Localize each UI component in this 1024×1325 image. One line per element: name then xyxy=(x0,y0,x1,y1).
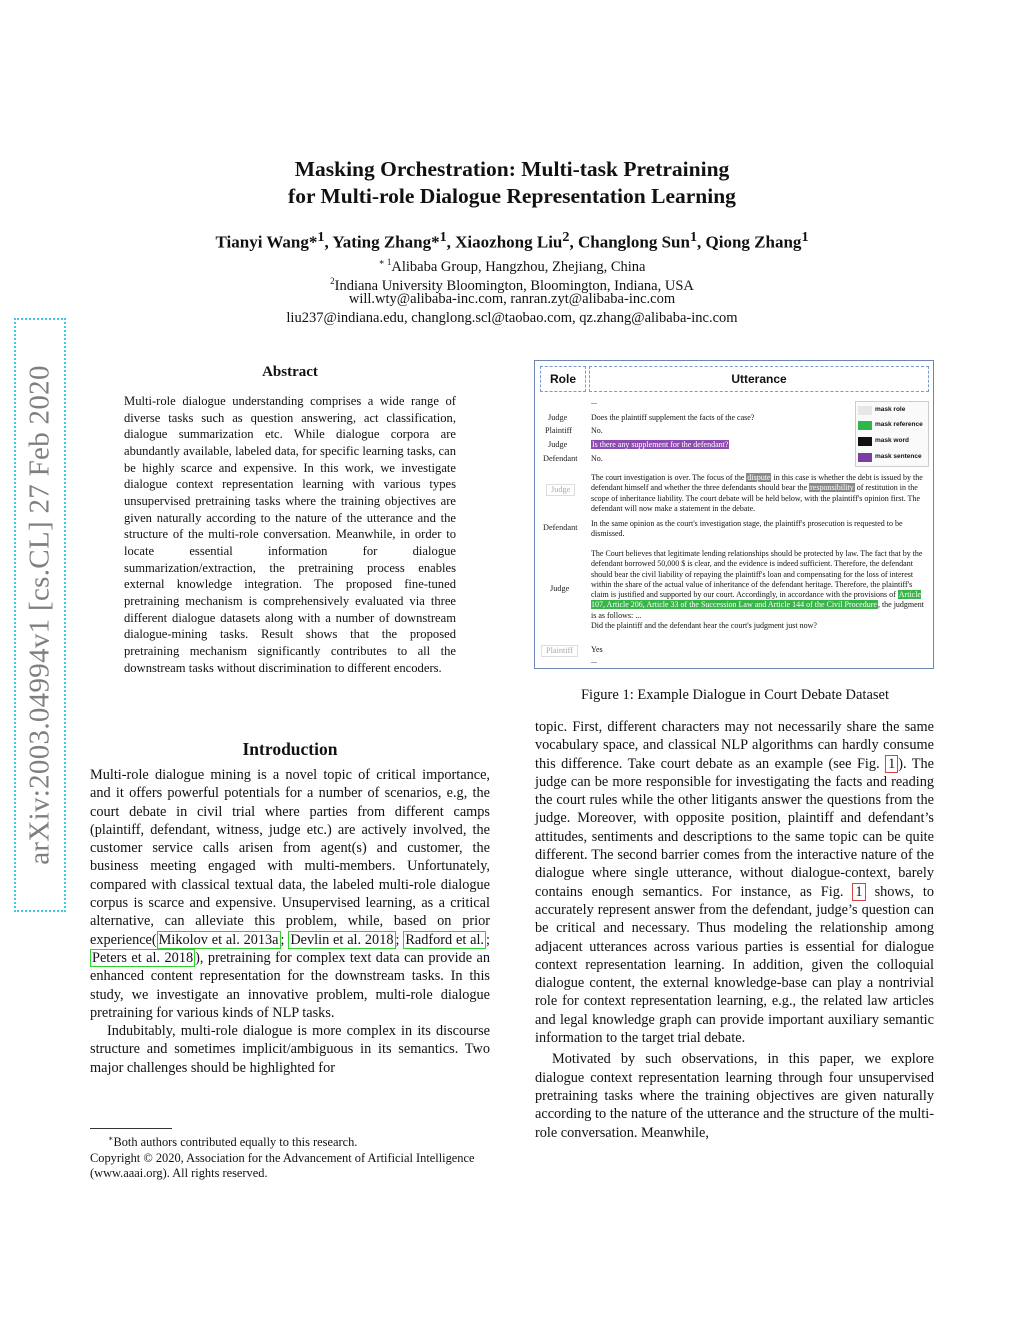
utterance-8: Yes xyxy=(591,645,603,654)
utterance-7-text-b: , the judgment is as follows: ... xyxy=(591,600,924,620)
copyright-notice: Copyright © 2020, Association for the Advancement of Artificial Intelligence (www.aaai.org). All rights reserved. xyxy=(90,1150,475,1181)
figure-1-dialogue xyxy=(534,360,934,669)
utterance-1: Does the plaintiff supplement the facts of the case? xyxy=(591,413,755,422)
utterance-5-text-c: of restitution in the scope of inheritance liability. The court debate will be held below, with the plaintiff's opinion first. The defendant will now make a statement in the debate. xyxy=(591,483,920,513)
role-masked-judge: Judge xyxy=(546,484,575,496)
legend-mask-sentence xyxy=(858,452,922,462)
abstract-heading: Abstract xyxy=(262,364,318,380)
author-5-affil: 1 xyxy=(801,229,809,245)
figure-1-reference[interactable]: 1 xyxy=(852,883,865,901)
role-judge-1: Judge xyxy=(548,413,568,422)
author-list xyxy=(0,229,1024,253)
author-4: , Changlong Sun xyxy=(569,232,690,252)
citation-separator: ; xyxy=(395,931,404,948)
role-judge-3: Judge xyxy=(550,584,570,593)
figure-1-caption: Figure 1: Example Dialogue in Court Debate Dataset xyxy=(580,687,890,703)
affiliation-2-marker: 2 xyxy=(330,276,335,286)
author-emails-1: will.wty@alibaba-inc.com, ranran.zyt@alibaba-inc.com xyxy=(348,291,676,307)
figure-header-role: Role xyxy=(540,366,586,392)
author-2: , Yating Zhang* xyxy=(324,232,440,252)
author-emails-2: liu237@indiana.edu, changlong.scl@taobao.com, qz.zhang@alibaba-inc.com xyxy=(286,310,738,326)
figure-header-utterance: Utterance xyxy=(589,366,929,392)
footnote-rule xyxy=(90,1128,172,1129)
arxiv-stamp-text: arXiv:2003.04994v1 [cs.CL] 27 Feb 2020 xyxy=(23,365,56,865)
footnote-equal-contribution xyxy=(90,1131,490,1151)
citation-peters[interactable]: Peters et al. 2018 xyxy=(92,949,194,966)
footnote-star: ∗ xyxy=(108,1134,114,1143)
right-p1-text-b: ). The judge can be more responsible for investigating the facts and reading the court rules while the other litigants answer the questions from the judge. Moreover, with opposite position, plaintiff and defendant’s attitudes, sentiments and descriptions to the same topic can be quite different. The second barrier comes from the interactive nature of the dialogue where single utterance, without dialogue-context, barely contains enough semantics. For instance, as Fig. xyxy=(535,755,934,900)
masked-word-dispute: dispute xyxy=(747,473,771,482)
role-defendant-2: Defendant xyxy=(543,523,578,532)
author-3-affil: 2 xyxy=(562,229,570,245)
right-paragraph-1 xyxy=(535,718,934,1047)
affiliation-1-text: Alibaba Group, Hangzhou, Zhejiang, China xyxy=(391,258,646,275)
affiliation-2-text: Indiana University Bloomington, Bloomington, Indiana, USA xyxy=(334,277,694,294)
dialogue-ellipsis-top: ... xyxy=(591,397,597,406)
author-1-affil: 1 xyxy=(317,229,325,245)
introduction-body xyxy=(90,766,490,1077)
author-2-affil: 1 xyxy=(439,229,447,245)
legend-label-word: mask word xyxy=(875,436,909,444)
utterance-6: In the same opinion as the court's investigation stage, the plaintiff's prosecution is requested to be dismissed. xyxy=(591,519,903,539)
masked-word-responsibility: responsibility xyxy=(810,483,854,493)
utterance-5 xyxy=(591,473,925,514)
right-column-body xyxy=(535,718,934,1142)
legend-label-sentence: mask sentence xyxy=(875,452,922,460)
legend-label-role: mask role xyxy=(875,405,906,413)
intro-p1-text-a: Multi-role dialogue mining is a novel topic of critical importance, and it offers powerful potentials for a number of scenarios, e.g, the court debate in civil trial where parties from different camps (plaintiff, defendant, witness, judge etc.) are actively involved, the customer service calls arisen from agent(s) and customer, the business meeting engaged with multi-members. Unfortunately, compared with classical textual data, the labeled multi-role dialogue corpus is scarce and expensive. Unsupervised learning, as a critical alternative, can alleviate this problem, while, based on prior experience( xyxy=(90,767,490,948)
intro-paragraph-2: Indubitably, multi-role dialogue is more complex in its discourse structure and sometimes implicit/ambiguous in its semantics. Two major challenges should be highlighted for xyxy=(90,1023,490,1076)
role-plaintiff-1: Plaintiff xyxy=(545,426,573,435)
legend-swatch-word xyxy=(858,437,872,446)
utterance-5-text-a: The court investigation is over. The focus of the xyxy=(591,473,747,482)
author-1: Tianyi Wang* xyxy=(215,232,318,252)
citation-separator: ; xyxy=(486,931,490,948)
title-line-2: for Multi-role Dialogue Representation Learning xyxy=(288,184,736,208)
footnote-text: Both authors contributed equally to this research. xyxy=(113,1135,358,1150)
utterance-4: No. xyxy=(591,454,603,463)
figure-1-reference[interactable]: 1 xyxy=(885,755,898,773)
utterance-3 xyxy=(591,440,851,450)
right-p1-text-c: shows, to accurately represent answer from the defendant, judge’s question can be critical and necessary. Thus modeling the relationship among adjacent utterances across various parties is essential for dialogue context representation learning. In addition, given the colloquial dialogue content, the external knowledge-base can play a nontrivial role for context representation learning, e.g., the related law articles and legal knowledge graph can provide important auxiliary semantic information to the target trial debate. xyxy=(535,883,934,1047)
role-defendant-1: Defendant xyxy=(543,454,578,463)
role-masked-plaintiff: Plaintiff xyxy=(541,645,578,657)
right-paragraph-2: Motivated by such observations, in this paper, we explore dialogue context representation learning through four unsupervised pretraining tasks where the training objectives are given naturally according to the nature of the utterance and the structure of the multi-role conversation. Meanwhile, xyxy=(535,1051,934,1141)
legend-swatch-reference xyxy=(858,421,872,430)
citation-separator: ; xyxy=(280,931,289,948)
abstract-text: Multi-role dialogue understanding comprises a wide range of diverse tasks such as question answering, act classification, dialogue summarization etc. While dialogue corpora are abundantly available, labeled data, for specific learning tasks, can be highly scarce and expensive. In this work, we investigate dialogue context representation learning with various types unsupervised pretraining tasks where the training objectives are given naturally according to the nature of the utterance and the structure of the multi-role conversation. Meanwhile, in order to locate essential information for dialogue summarization/extraction, the pretraining process enables external knowledge integration. The proposed fine-tuned pretraining mechanism is comprehensively evaluated via three different dialogue datasets along with a number of downstream dialogue-mining tasks. Result shows that the proposed pretraining mechanism significantly contributes to all the downstream tasks without discrimination to different encoders. xyxy=(124,394,456,675)
author-3: , Xiaozhong Liu xyxy=(446,232,563,252)
arxiv-stamp xyxy=(14,318,66,912)
legend-mask-word xyxy=(858,436,909,446)
legend-mask-reference xyxy=(858,420,923,430)
right-p1-text-a: topic. First, different characters may not necessarily share the same vocabulary space, and classical NLP algorithms can hardly consume this difference. Take court debate as an example (see Fig. xyxy=(535,719,934,772)
author-4-affil: 1 xyxy=(689,229,698,245)
legend-label-reference: mask reference xyxy=(875,420,923,428)
introduction-heading: Introduction xyxy=(242,739,338,759)
utterance-7 xyxy=(591,549,925,631)
citation-mikolov[interactable]: Mikolov et al. 2013a xyxy=(158,931,279,948)
masked-reference-law-articles: Article 107, Article 206, Article 33 of the Succession Law and Article 144 of the Civil Procedure xyxy=(591,590,921,610)
dialogue-ellipsis-bottom: ... xyxy=(591,656,597,665)
role-judge-2: Judge xyxy=(548,440,568,449)
utterance-7-text-c: Did the plaintiff and the defendant hear the court's judgment just now? xyxy=(591,621,817,631)
citation-radford[interactable]: Radford et al. xyxy=(405,931,485,948)
affiliation-1-marker: ∗ 1 xyxy=(378,257,392,267)
intro-paragraph-1 xyxy=(90,766,490,1022)
title-line-1: Masking Orchestration: Multi-task Pretraining xyxy=(294,157,730,181)
utterance-5-text-b: in this case is whether the debt is issued by the defendant himself and whether the three defendants should bear the xyxy=(591,473,923,493)
masked-sentence: Is there any supplement for the defendant? xyxy=(592,440,729,449)
legend-swatch-sentence xyxy=(858,453,872,462)
citation-devlin[interactable]: Devlin et al. 2018 xyxy=(290,931,394,948)
footnote xyxy=(90,1131,490,1182)
intro-p1-text-b: ), pretraining for complex text data can provide an enhanced content representation for the downstream tasks. In this study, we investigate an innovative problem, multi-role dialogue pretraining for various kinds of NLP tasks. xyxy=(90,949,491,1021)
author-5: , Qiong Zhang xyxy=(697,232,802,252)
utterance-7-text-a: The Court believes that legitimate lending relationships should be protected by law. The fact that by the defendant borrowed 50,000 $ is clear, and the evidence is indeed sufficient. Therefore, the defendant should bear the civil liability of repaying the plaintiff's loan and compensating for the loss of interest within the share of the actual value of inheritance of the defendant heritage. Therefore, the plaintiff's claim is justified and supported by our court. Accordingly, in accordance with the provisions of xyxy=(591,549,923,600)
figure-legend xyxy=(855,401,929,467)
paper-title xyxy=(0,156,1024,210)
utterance-2: No. xyxy=(591,426,603,435)
